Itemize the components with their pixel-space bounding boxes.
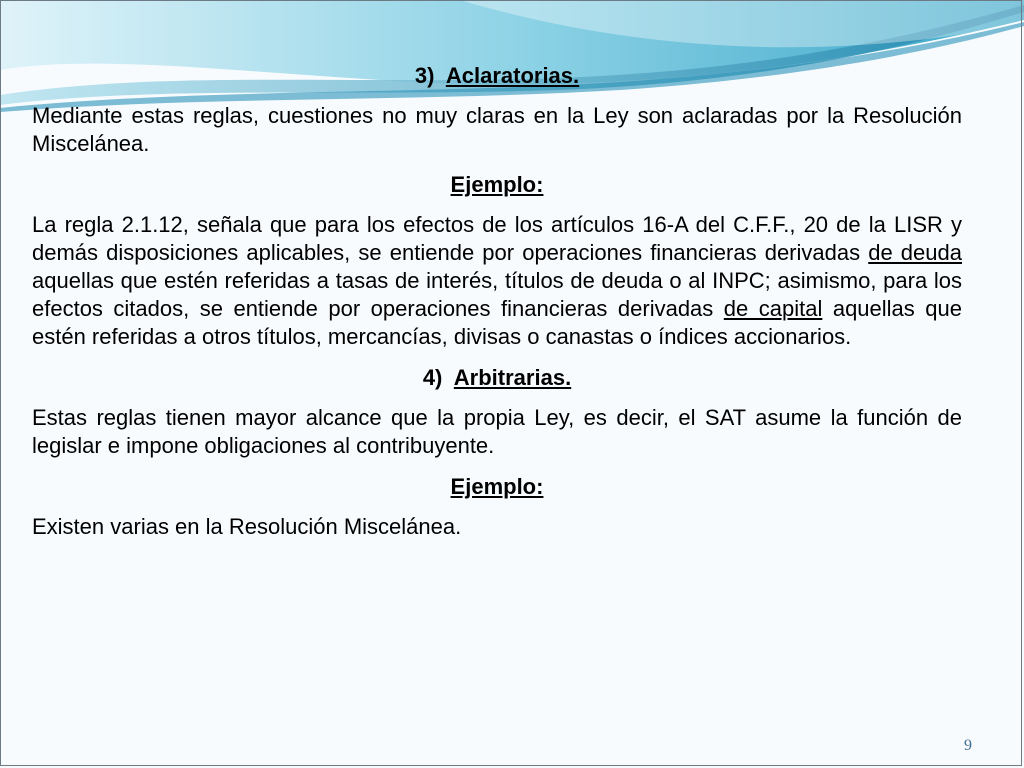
section-3-number: 3) [414,63,435,88]
section-3-heading [32,62,962,90]
slide-content [32,62,962,554]
example-1-underline-deuda: de deuda [868,240,962,265]
example-1-label [32,171,962,199]
example-2-label [32,473,962,501]
example-2-paragraph: Existen varias en la Resolución Miscelánea. [32,514,462,539]
section-4-title: Arbitrarias. [453,365,572,390]
example-1-part1: La regla 2.1.12, señala que para los efectos de los artículos 16-A del C.F.F., 20 de la LISR y demás disposiciones aplicables, se entiende por operaciones financieras derivadas [32,212,962,265]
example-1-part2: aquellas que estén referidas a tasas de interés, títulos de deuda o al INPC; asimismo, para los efectos citados, se entiende por operaciones financieras derivadas [32,268,962,321]
section-4-number: 4) [422,365,443,390]
page-number: 9 [964,737,972,754]
section-3-title: Aclaratorias. [445,63,580,88]
example-2-label-text: Ejemplo: [450,474,544,499]
section-4-paragraph: Estas reglas tienen mayor alcance que la propia Ley, es decir, el SAT asume la función de legislar e impone obligaciones al contribuyente. [32,405,962,458]
example-1-part3: aquellas que estén referidas a otros títulos, mercancías, divisas o canastas o índices accionarios. [32,296,962,349]
example-1-underline-capital: de capital [723,296,823,321]
section-4-heading [32,364,962,392]
example-1-label-text: Ejemplo: [450,172,544,197]
section-3-paragraph: Mediante estas reglas, cuestiones no muy claras en la Ley son aclaradas por la Resolución Miscelánea. [32,103,962,156]
example-1-paragraph [32,211,962,351]
